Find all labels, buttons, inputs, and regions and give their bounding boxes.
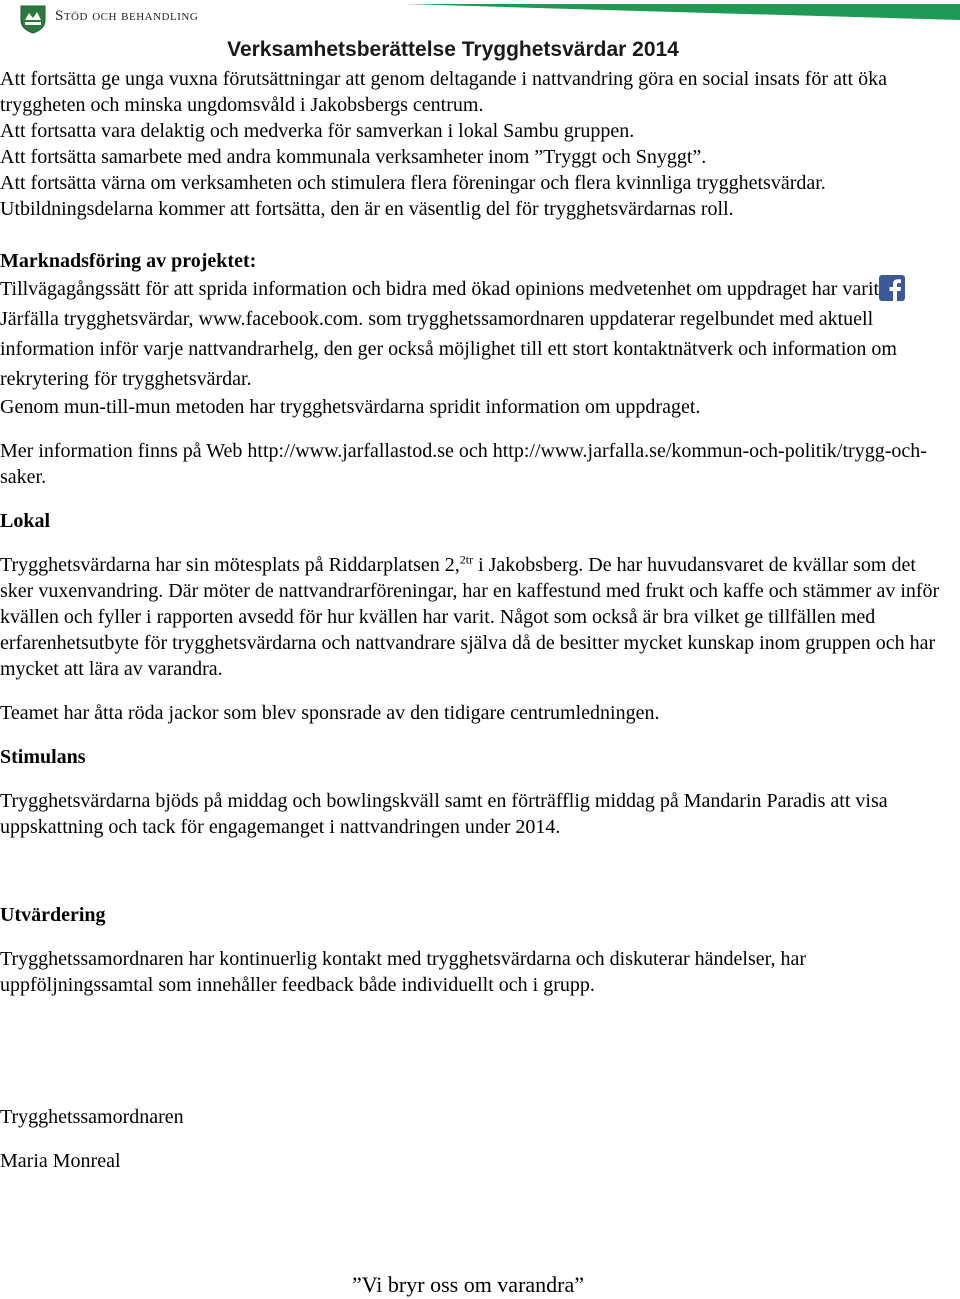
- marketing-text-continued: Järfälla trygghetsvärdar, www.facebook.com. som trygghetssamordnaren uppdaterar regelbundet med aktuell information inför varje nattvandrarhelg, den ger också möjlighet till ett stort kontaktnätverk och information om rekrytering för trygghetsvärdar.: [0, 308, 897, 390]
- marketing-word-of-mouth: Genom mun-till-mun metoden har trygghetsvärdarna spridit information om uppdraget.: [0, 396, 701, 418]
- stimulans-paragraph: Trygghetsvärdarna bjöds på middag och bowlingskväll samt en förträfflig middag på Mandarin Paradis att visa uppskattning och tack för engagemanget i nattvandringen under 2014.: [0, 790, 888, 838]
- intro-line: Att fortsätta värna om verksamheten och stimulera flera föreningar och flera kvinnliga trygghetsvärdar.: [0, 172, 826, 194]
- jackets-paragraph: Teamet har åtta röda jackor som blev sponsrade av den tidigare centrumledningen.: [0, 702, 660, 724]
- lokal-heading: Lokal: [0, 510, 51, 532]
- signature-role: Trygghetssamordnaren: [0, 1106, 184, 1128]
- utvardering-heading: Utvärdering: [0, 904, 106, 926]
- floor-superscript: 2tr: [459, 552, 474, 567]
- stimulans-heading: Stimulans: [0, 746, 86, 768]
- header-accent-stripe: [405, 4, 960, 20]
- organization-name: Stöd och behandling: [55, 8, 199, 24]
- document-title: Verksamhetsberättelse Trygghetsvärdar 2014: [227, 38, 679, 61]
- footer-slogan: ”Vi bryr oss om varandra”: [351, 1272, 585, 1297]
- intro-line: Utbildningsdelarna kommer att fortsätta, den är en väsentlig del för trygghetsvärdarnas roll.: [0, 198, 734, 220]
- utvardering-paragraph: Trygghetssamordnaren har kontinuerlig kontakt med trygghetsvärdarna och diskuterar händelser, har uppföljningssamtal som innehåller feedback både individuellt och i grupp.: [0, 948, 807, 996]
- intro-line: Att fortsätta samarbete med andra kommunala verksamheter inom ”Tryggt och Snyggt”.: [0, 146, 707, 168]
- lokal-paragraph: [0, 552, 944, 682]
- intro-line: Att fortsatta vara delaktig och medverka för samverkan i lokal Sambu gruppen.: [0, 120, 635, 142]
- signature-name: Maria Monreal: [0, 1150, 121, 1172]
- more-info: Mer information finns på Web http://www.jarfallastod.se och http://www.jarfalla.se/kommun-och-politik/trygg-och-saker.: [0, 440, 927, 488]
- lokal-text: Trygghetsvärdarna har sin mötesplats på Riddarplatsen 2,: [0, 554, 460, 576]
- lokal-text-continued: i Jakobsberg. De har huvudansvaret de kvällar som det sker vuxenvandring. Där möter de nattvandrarföreningar, har en kaffestund med frukt och kaffe och stämmer av inför kvällen och fyller i rapporten avsedd för hur kvällen har varit. Något som också är bra vilket ge tillfällen med erfarenhetsutbyte för trygghetsvärdarna och nattvandrare själva då de besitter mycket kunskap inom gruppen och har mycket att lära av varandra.: [0, 554, 940, 680]
- marketing-heading: Marknadsföring av projektet:: [0, 250, 257, 272]
- page-header: [0, 0, 960, 36]
- facebook-icon: [879, 275, 905, 301]
- document-body: [0, 66, 944, 1174]
- intro-line: Att fortsätta ge unga vuxna förutsättningar att genom deltagande i nattvandring göra en social insats för att öka tryggheten och minska ungdomsvåld i Jakobsbergs centrum.: [0, 68, 887, 116]
- marketing-paragraph: [0, 274, 944, 394]
- marketing-text: Tillvägagångssätt för att sprida information och bidra med ökad opinions medvetenhet om uppdraget har varit: [0, 278, 880, 300]
- municipality-logo: [18, 4, 48, 34]
